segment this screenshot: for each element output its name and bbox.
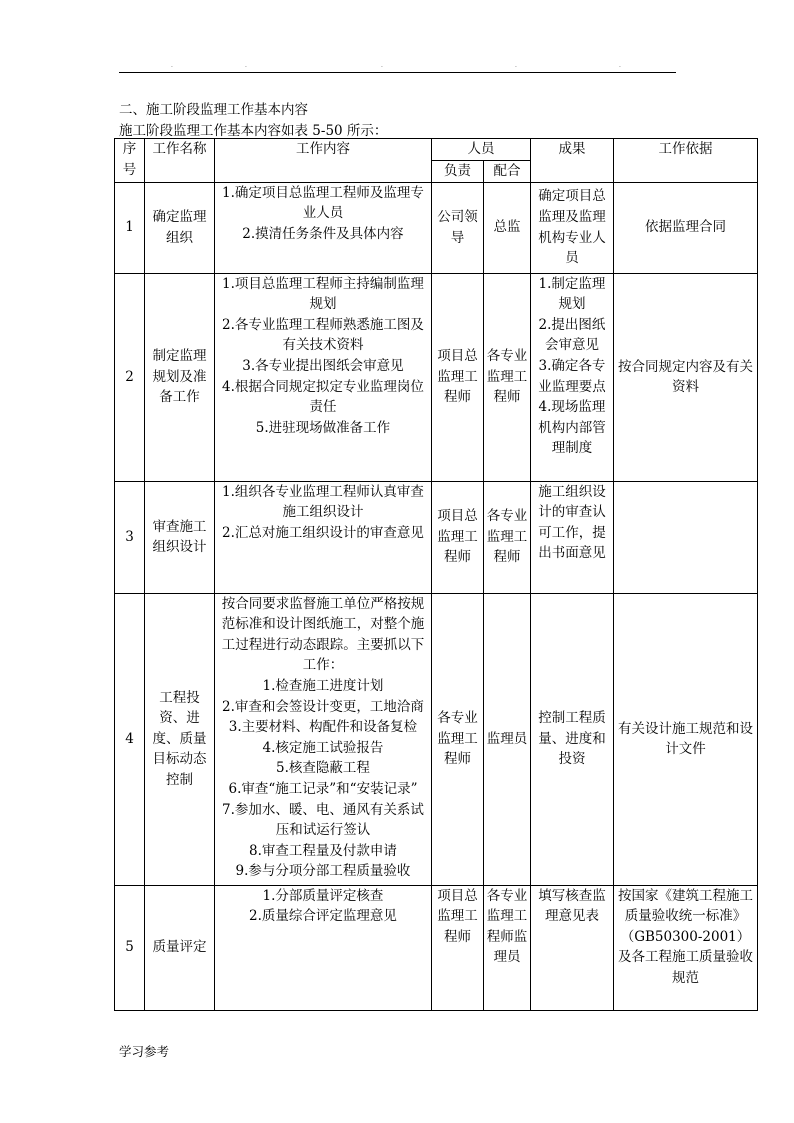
row-content <box>215 885 432 1010</box>
row-basis: 依据监理合同 <box>614 182 758 273</box>
content-line: 5.进驻现场做准备工作 <box>255 419 391 436</box>
header-content: 工作内容 <box>215 139 432 183</box>
row-result <box>531 273 614 481</box>
content-line: 9.参与分项分部工程质量验收 <box>235 863 411 880</box>
header-basis: 工作依据 <box>614 139 758 183</box>
row-seq: 4 <box>115 593 145 885</box>
row-assist: 各专业监理工程师监理员 <box>484 885 531 1010</box>
row-result <box>531 182 614 273</box>
table-row <box>115 593 758 885</box>
header-seq: 序号 <box>115 139 145 183</box>
section-title: 二、施工阶段监理工作基本内容 <box>119 102 308 118</box>
header-personnel: 人员 <box>432 139 531 161</box>
row-assist: 总监 <box>484 182 531 273</box>
content-line: 2.各专业监理工程师熟悉施工图及有关技术资料 <box>222 316 424 354</box>
row-basis: 按合同规定内容及有关资料 <box>614 273 758 481</box>
content-line: 2.质量综合评定监理意见 <box>249 908 397 925</box>
row-basis: 按国家《建筑工程施工质量验收统一标准》（GB50300-2001）及各工程施工质量验收规范 <box>614 885 758 1010</box>
result-line: 控制工程质量、进度和投资 <box>538 710 606 768</box>
section-intro: 施工阶段监理工作基本内容如表 5-50 所示： <box>119 123 388 139</box>
content-line: 8.审查工程量及付款申请 <box>249 842 397 859</box>
content-line: 4.核定施工试验报告 <box>262 739 384 756</box>
header-result: 成果 <box>531 139 614 183</box>
page-footer: 学习参考 <box>119 1044 170 1059</box>
row-content <box>215 182 432 273</box>
result-line: 4.现场监理机构内部管理制度 <box>538 399 606 457</box>
row-basis: 有关设计施工规范和设计文件 <box>614 593 758 885</box>
result-line: 2.提出图纸会审意见 <box>538 316 606 354</box>
content-line: 2.审查和会签设计变更，工地洽商 <box>222 698 424 715</box>
row-name: 工程投资、进度、质量目标动态控制 <box>145 593 215 885</box>
row-basis <box>614 481 758 593</box>
row-assist: 各专业监理工程师 <box>484 273 531 481</box>
row-lead: 公司领导 <box>432 182 484 273</box>
row-result <box>531 593 614 885</box>
result-line: 施工组织设计的审查认可工作，提出书面意见 <box>538 483 606 562</box>
header-rule <box>119 72 676 73</box>
row-name: 确定监理组织 <box>145 182 215 273</box>
row-result <box>531 481 614 593</box>
table-row <box>115 182 758 273</box>
row-name: 审查施工组织设计 <box>145 481 215 593</box>
header-dot: . <box>515 62 517 69</box>
content-line: 1.分部质量评定核查 <box>262 887 384 904</box>
row-lead: 项目总监理工程师 <box>432 273 484 481</box>
row-content <box>215 481 432 593</box>
table-row <box>115 481 758 593</box>
table-row <box>115 273 758 481</box>
content-line: 2.汇总对施工组织设计的审查意见 <box>222 524 424 541</box>
row-result <box>531 885 614 1010</box>
result-line: 3.确定各专业监理要点 <box>538 357 606 395</box>
content-line: 1.检查施工进度计划 <box>262 677 384 694</box>
row-seq: 1 <box>115 182 145 273</box>
content-line: 7.参加水、暖、电、通风有关系试压和试运行签认 <box>222 801 424 839</box>
result-line: 确定项目总监理及监理机构专业人员 <box>538 188 606 267</box>
content-line: 3.主要材料、构配件和设备复检 <box>228 719 418 736</box>
header-name: 工作名称 <box>145 139 215 183</box>
content-line: 6.审查“施工记录”和“安装记录” <box>228 780 418 797</box>
content-line: 3.各专业提出图纸会审意见 <box>242 357 404 374</box>
row-seq: 5 <box>115 885 145 1010</box>
row-lead: 各专业监理工程师 <box>432 593 484 885</box>
content-line: 1.确定项目总监理工程师及监理专业人员 <box>222 184 424 222</box>
row-lead: 项目总监理工程师 <box>432 481 484 593</box>
content-line: 1.组织各专业监理工程师认真审查施工组织设计 <box>222 483 424 521</box>
row-seq: 3 <box>115 481 145 593</box>
content-line: 2.摸清任务条件及具体内容 <box>242 225 404 242</box>
table-row <box>115 885 758 1010</box>
row-assist: 各专业监理工程师 <box>484 481 531 593</box>
result-line: 填写核查监理意见表 <box>538 887 606 925</box>
row-name: 制定监理规划及准备工作 <box>145 273 215 481</box>
header-lead: 负责 <box>432 161 484 183</box>
header-assist: 配合 <box>484 161 531 183</box>
header-dot: . <box>619 62 621 69</box>
header-dot: . <box>381 62 383 69</box>
work-content-table <box>114 138 758 1011</box>
row-seq: 2 <box>115 273 145 481</box>
row-content <box>215 273 432 481</box>
content-line: 5.核查隐蔽工程 <box>276 760 370 777</box>
row-content <box>215 593 432 885</box>
content-line: 1.项目总监理工程师主持编制监理规划 <box>222 275 424 313</box>
result-line: 1.制定监理规划 <box>538 275 606 313</box>
content-line: 4.根据合同规定拟定专业监理岗位责任 <box>222 378 424 416</box>
content-line: 按合同要求监督施工单位严格按规范标准和设计图纸施工，对整个施工过程进行动态跟踪。主要抓以下工作： <box>221 595 425 674</box>
row-lead: 项目总监理工程师 <box>432 885 484 1010</box>
header-dot: . <box>171 62 173 69</box>
row-assist: 监理员 <box>484 593 531 885</box>
header-dots <box>119 62 676 70</box>
row-name: 质量评定 <box>145 885 215 1010</box>
header-dot: . <box>245 62 247 69</box>
